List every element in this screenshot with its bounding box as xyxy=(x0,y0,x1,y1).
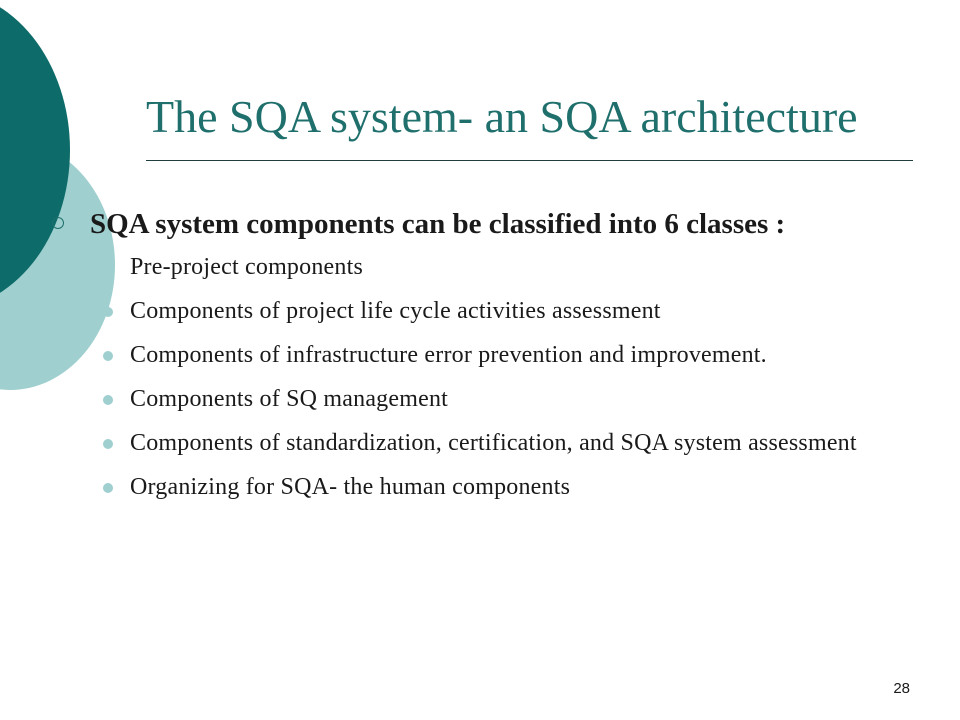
page-number: 28 xyxy=(893,680,910,697)
sub-bullet-item xyxy=(50,472,890,502)
dot-bullet-icon xyxy=(103,483,113,493)
slide-content xyxy=(50,204,890,516)
sub-bullet-item xyxy=(50,252,890,282)
sub-bullet-item xyxy=(50,340,890,370)
sub-bullet-item xyxy=(50,384,890,414)
hollow-circle-bullet-icon xyxy=(52,217,64,229)
dot-bullet-icon xyxy=(103,307,113,317)
sub-bullet-text: Organizing for SQA- the human components xyxy=(130,474,571,500)
sub-bullet-list xyxy=(50,252,890,502)
sub-bullet-text: Components of standardization, certification, and SQA system assessment xyxy=(130,430,857,456)
main-bullet xyxy=(50,204,890,244)
sub-bullet-text: Components of infrastructure error prevention and improvement. xyxy=(130,342,767,368)
dot-bullet-icon xyxy=(103,395,113,405)
main-bullet-text: SQA system components can be classified into 6 classes : xyxy=(90,208,786,240)
title-underline xyxy=(146,160,913,161)
slide-title: The SQA system- an SQA architecture xyxy=(146,91,858,142)
dot-bullet-icon xyxy=(103,263,113,273)
sub-bullet-item xyxy=(50,428,890,458)
sub-bullet-text: Pre-project components xyxy=(130,254,363,280)
dot-bullet-icon xyxy=(103,351,113,361)
sub-bullet-item xyxy=(50,296,890,326)
sub-bullet-text: Components of SQ management xyxy=(130,386,449,412)
sub-bullet-text: Components of project life cycle activities assessment xyxy=(130,298,661,324)
dot-bullet-icon xyxy=(103,439,113,449)
